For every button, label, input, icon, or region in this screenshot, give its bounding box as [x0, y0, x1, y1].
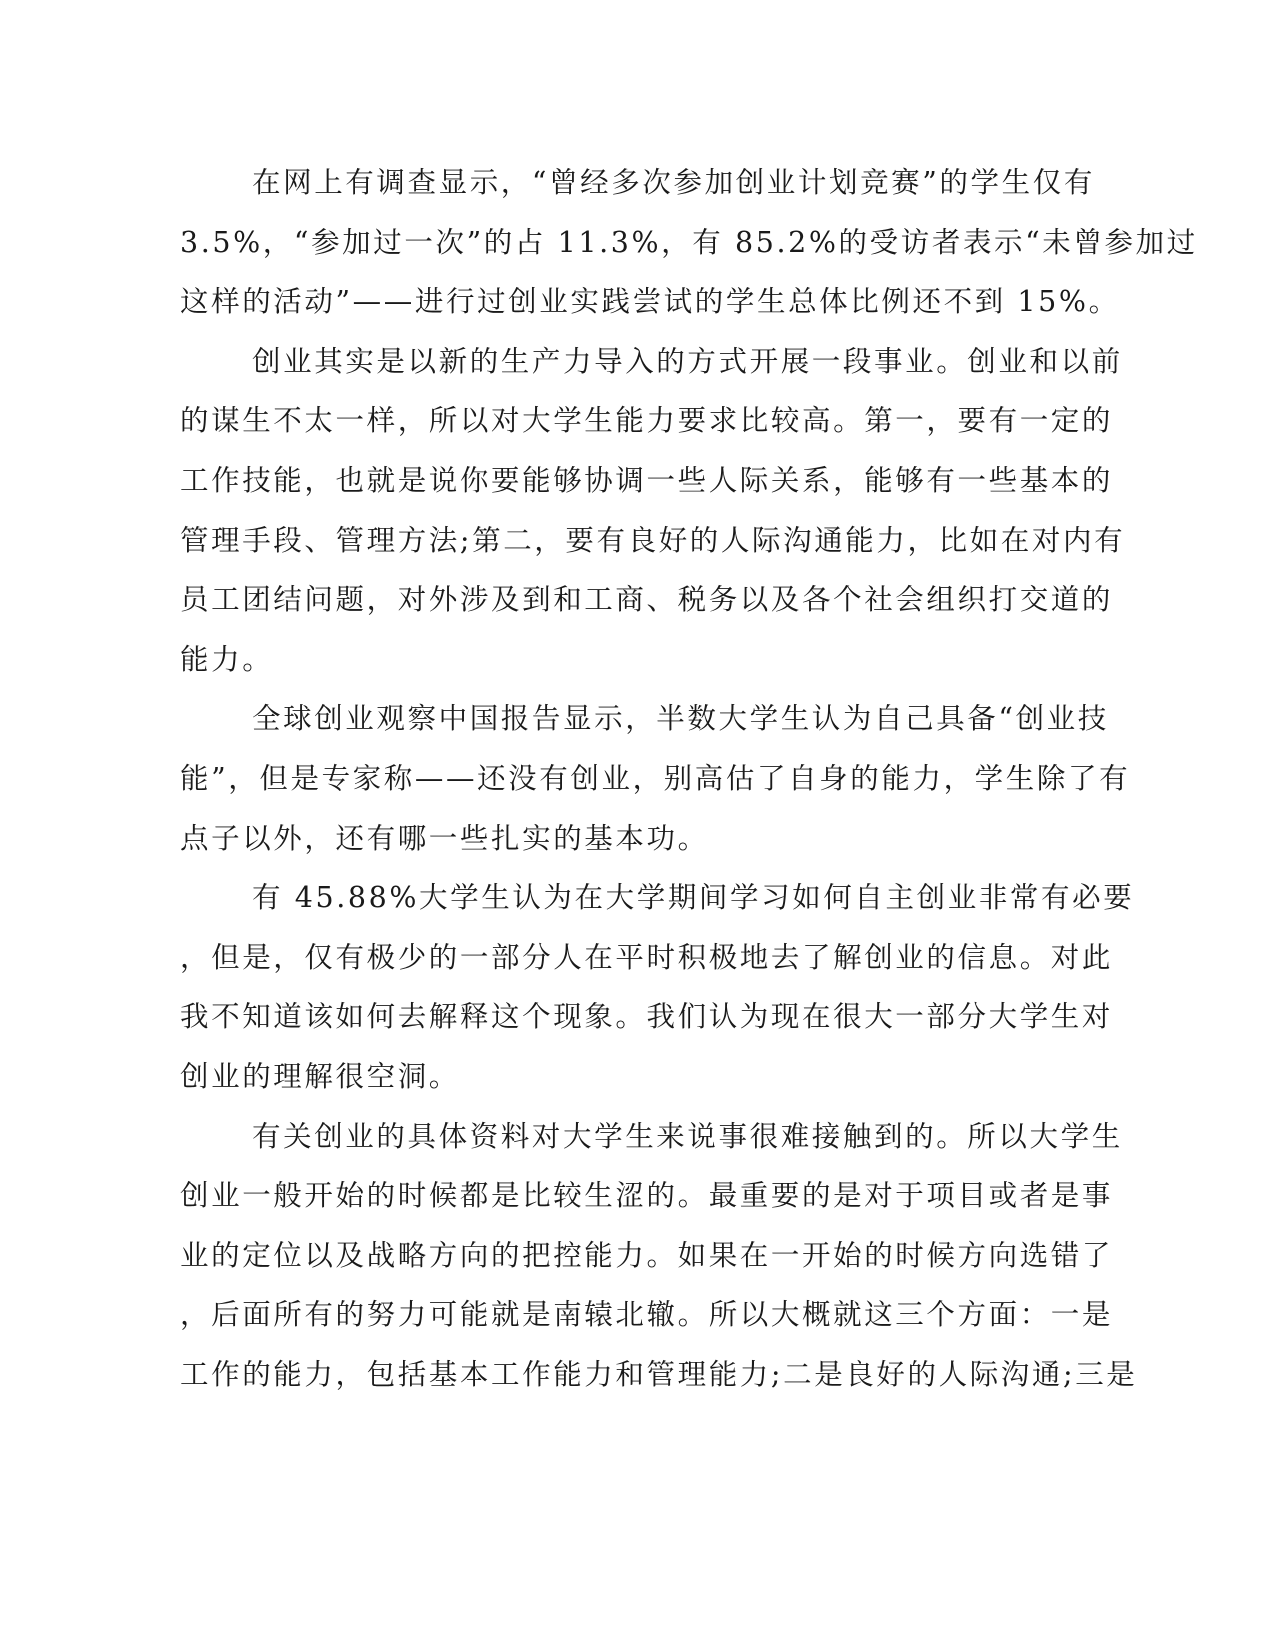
- body-text: [180, 160, 1198, 1411]
- text-line: 这样的活动”——进行过创业实践尝试的学生总体比例还不到 15%。: [180, 285, 1120, 319]
- text-line: 创业其实是以新的生产力导入的方式开展一段事业。创业和以前: [252, 344, 1123, 378]
- paragraph-1: [180, 160, 1198, 339]
- text-line: 业的定位以及战略方向的把控能力。如果在一开始的时候方向选错了: [180, 1238, 1114, 1272]
- text-line: 3.5%，“参加过一次”的占 11.3%，有 85.2%的受访者表示“未曾参加过: [180, 225, 1198, 259]
- text-line: 创业的理解很空洞。: [180, 1059, 460, 1093]
- text-line: 工作的能力，包括基本工作能力和管理能力;二是良好的人际沟通;三是: [180, 1357, 1138, 1391]
- text-line: 有 45.88%大学生认为在大学期间学习如何自主创业非常有必要: [252, 881, 1135, 915]
- text-line: 工作技能，也就是说你要能够协调一些人际关系，能够有一些基本的: [180, 463, 1114, 497]
- text-line: 能”，但是专家称——还没有创业，别高估了自身的能力，学生除了有: [180, 761, 1131, 795]
- text-line: ，后面所有的努力可能就是南辕北辙。所以大概就这三个方面：一是: [180, 1298, 1114, 1332]
- text-line: 在网上有调查显示，“曾经多次参加创业计划竞赛”的学生仅有: [252, 166, 1095, 199]
- paragraph-4: [180, 875, 1135, 1113]
- paragraph-2: [180, 339, 1126, 697]
- text-line: 全球创业观察中国报告显示，半数大学生认为自己具备“创业技: [252, 702, 1109, 736]
- text-line: 的谋生不太一样，所以对大学生能力要求比较高。第一，要有一定的: [180, 404, 1114, 438]
- text-line: 管理手段、管理方法;第二，要有良好的人际沟通能力，比如在对内有: [180, 523, 1126, 557]
- paragraph-3: [180, 696, 1131, 875]
- text-line: 我不知道该如何去解释这个现象。我们认为现在很大一部分大学生对: [180, 1000, 1114, 1034]
- text-line: ，但是，仅有极少的一部分人在平时积极地去了解创业的信息。对此: [180, 940, 1114, 974]
- text-line: 能力。: [180, 642, 274, 676]
- paragraph-5: [180, 1114, 1138, 1412]
- text-line: 点子以外，还有哪一些扎实的基本功。: [180, 821, 709, 855]
- text-line: 创业一般开始的时候都是比较生涩的。最重要的是对于项目或者是事: [180, 1179, 1114, 1213]
- text-line: 有关创业的具体资料对大学生来说事很难接触到的。所以大学生: [252, 1119, 1123, 1153]
- text-line: 员工团结问题，对外涉及到和工商、税务以及各个社会组织打交道的: [180, 583, 1114, 617]
